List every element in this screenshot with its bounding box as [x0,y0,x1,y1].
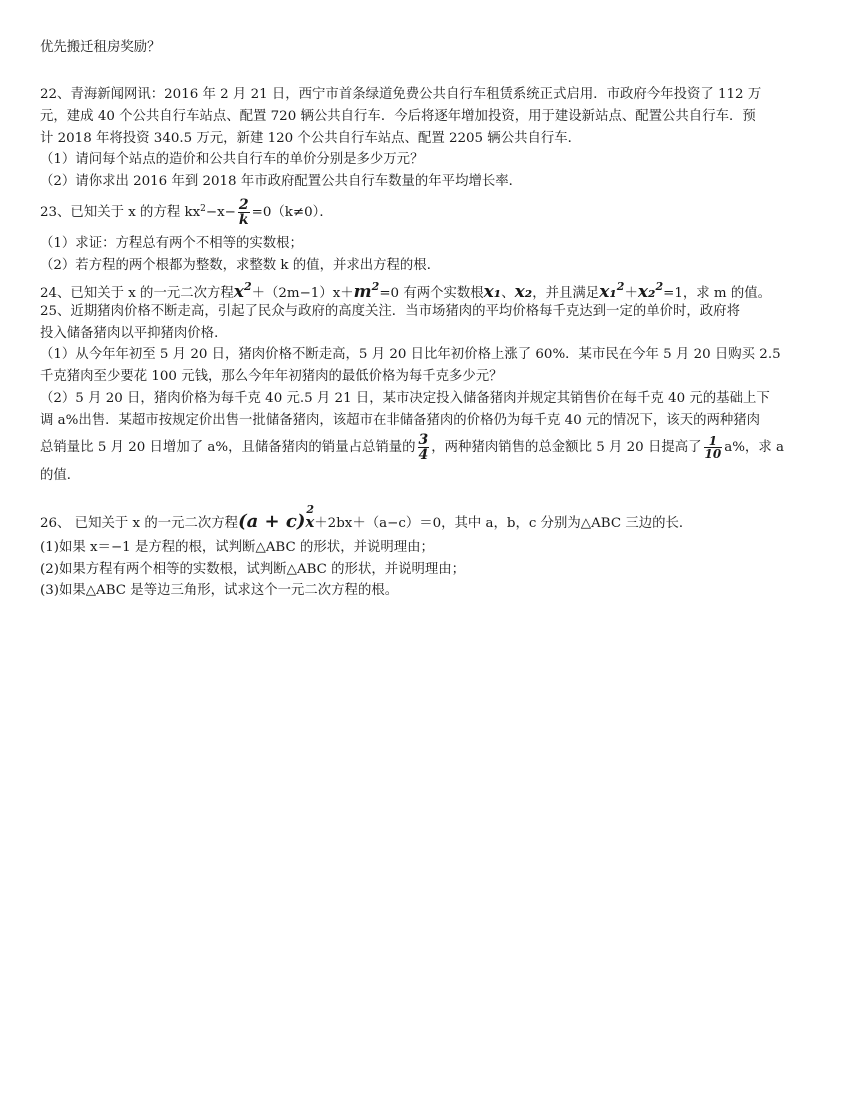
q24-t3: ，并且满足 [532,286,600,301]
q25-p2c-post: a%，求 a [724,440,784,455]
q24-t1: ＋（2m−1）x＋ [251,286,354,301]
q23-frac-num: 2 [238,197,249,213]
q26-post: ＋2bx＋（a−c）＝0，其中 a，b，c 分别为△ABC 三边的长． [314,516,693,531]
q26-pre: 26、 已知关于 x 的一元二次方程 [40,516,239,531]
q25-part-1-a: （1）从今年年初至 5 月 20 日，猪肉价格不断走高，5 月 20 日比年初价格上涨了 60%．某市民在今年 5 月 20 日购买 2.5 [40,347,781,362]
q24-sep: 、 [501,286,515,301]
q25-part-2-c [40,433,784,463]
q25-f2-den: 10 [704,447,722,461]
q25-part-2-b: 调 a%出售．某超市按规定价出售一批储备猪肉，该超市在非储备猪肉的价格仍为每千克 40 元的情况下，该天的两种猪肉 [40,413,761,428]
q24-x-exp: 2 [243,280,252,293]
q25-part-2-d: 的值． [40,468,81,483]
q25-part-1-b: 千克猪肉至少要花 100 元钱，那么今年年初猪肉的最低价格为每千克多少元？ [40,369,503,384]
q24-m-exp: 2 [371,280,380,293]
q22-line-1: 22、青海新闻网讯：2016 年 2 月 21 日，西宁市首条绿道免费公共自行车租赁系统正式启用．市政府今年投资了 112 万 [40,87,762,102]
q24-t2: =0 有两个实数根 [379,286,484,301]
q22-line-2: 元，建成 40 个公共自行车站点、配置 720 辆公共自行车．今后将逐年增加投资，用于建设新站点、配置公共自行车．预 [40,109,756,124]
q24-cond-x2: x₂ [637,282,656,302]
q23-frac-den: k [238,212,249,228]
q25-p2c-pre: 总销量比 5 月 20 日增加了 a%，且储备猪肉的销量占总销量的 [40,440,416,455]
q23-stem-mid: −x− [205,205,236,220]
q23-stem-pre: 23、已知关于 x 的方程 kx [40,205,201,220]
q24-cond-x1-exp: 2 [616,280,625,293]
q23-stem [40,196,333,227]
q26-x: x [305,513,315,531]
q25-fraction-1-10 [704,435,723,460]
q24-stem [40,277,771,304]
q25-line-2: 投入储备猪肉以平抑猪肉价格． [40,326,228,341]
q26-part-1: (1)如果 x＝−1 是方程的根，试判断△ABC 的形状，并说明理由； [40,540,434,555]
q24-t4: =1，求 m 的值。 [663,286,771,301]
q25-f1-num: 3 [418,432,429,448]
q26-exp: 2 [306,503,314,516]
q24-plus: ＋ [624,286,638,301]
q26-stem [40,503,693,538]
q22-part-2: （2）请你求出 2016 年到 2018 年市政府配置公共自行车数量的年平均增长率． [40,174,523,189]
q24-cond-x1: x₁ [599,282,617,302]
q23-part-2: （2）若方程的两个根都为整数，求整数 k 的值，并求出方程的根． [40,258,441,273]
q24-x-term: x [233,282,244,302]
q26-x-stack [305,503,315,538]
q25-fraction-3-4 [418,433,430,462]
q23-sup: 2 [200,204,206,214]
q24-m-term: m [353,282,372,302]
q23-fraction [238,198,250,227]
q23-stem-post: =0（k≠0）． [251,205,333,220]
q25-p2c-mid: ，两种猪肉销售的总金额比 5 月 20 日提高了 [431,440,702,455]
q22-line-3: 计 2018 年将投资 340.5 万元，新建 120 个公共自行车站点、配置 2205 辆公共自行车． [40,131,582,146]
q25-line-1: 25、近期猪肉价格不断走高，引起了民众与政府的高度关注．当市场猪肉的平均价格每千克达到一定的单价时，政府将 [40,304,740,319]
q25-part-2-a: （2）5 月 20 日，猪肉价格为每千克 40 元.5 月 21 日，某市决定投入储备猪肉并规定其销售价在每千克 40 元的基础上下 [40,391,770,406]
q26-part-3: (3)如果△ABC 是等边三角形，试求这个一元二次方程的根。 [40,583,399,598]
q24-root-x2: x₂ [514,282,533,302]
q25-f1-den: 4 [418,447,429,463]
q26-part-2: (2)如果方程有两个相等的实数根，试判断△ABC 的形状，并说明理由； [40,562,466,577]
q26-ac-term: (a + c) [238,511,306,532]
q22-part-1: （1）请问每个站点的造价和公共自行车的单价分别是多少万元？ [40,152,424,167]
q24-pre: 24、已知关于 x 的一元二次方程 [40,286,234,301]
q23-part-1: （1）求证：方程总有两个不相等的实数根； [40,236,303,251]
q25-f2-num: 1 [708,434,718,448]
q24-cond-x2-exp: 2 [655,280,664,293]
text-line-top: 优先搬迁租房奖励？ [40,40,161,55]
q24-root-x1: x₁ [483,282,502,302]
